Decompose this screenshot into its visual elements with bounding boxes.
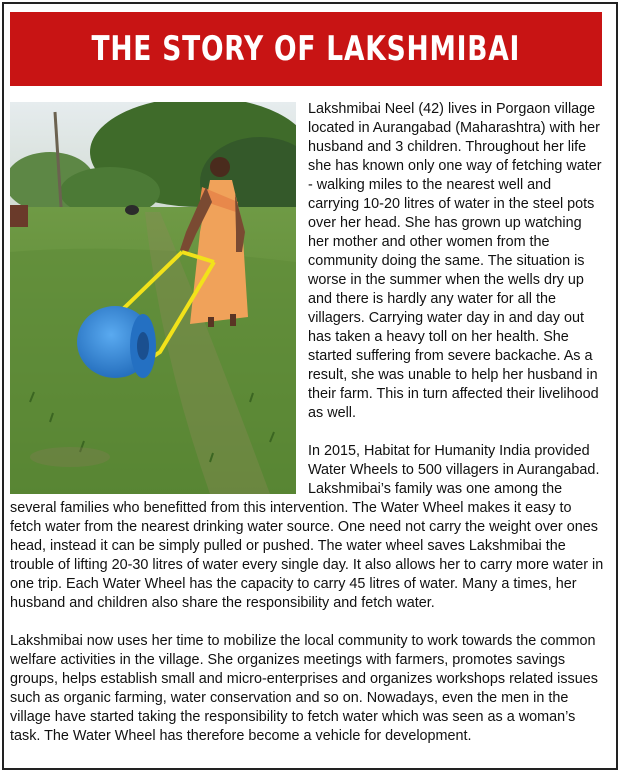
story-paragraph-2: In 2015, Habitat for Humanity India provided Water Wheels to 500 villagers in Aurangabad. Lakshmibai’s family was one among the several families who benefitted from this intervention. The Water Wheel makes it easy to fetch water from the nearest drinking water source. One need not carry the weight over ones head, instead it can be simply pulled or pushed. The water wheel saves Lakshmibai the trouble of lifting 20-30 litres of water every single day. It also allows her to carry more water in one trip. Each Water Wheel has the capacity to carry 45 litres of water. Many a times, her husband and children also share the responsibility and fetch water. (10, 443, 604, 611)
title-banner (10, 12, 602, 86)
page-title: THE STORY OF LAKSHMIBAI (91, 29, 521, 69)
story-paragraph-3: Lakshmibai now uses her time to mobilize the local community to work towards the common welfare activities in the village. She organizes meetings with farmers, promotes savings groups, helps establish small and micro-enterprises and organizes workshops related issues such as organic farming, water conservation and so on. Nowadays, even the men in the village have started taking the responsibility to fetch water which was seen as a woman’s task. The Water Wheel has therefore become a vehicle for development. (10, 633, 598, 744)
story-paragraph-1: Lakshmibai Neel (42) lives in Porgaon village located in Aurangabad (Maharashtra) with her husband and 3 children. Throughout her life she has known only one way of fetching water - walking miles to the nearest well and carrying 10-20 litres of water in the steel pots over her head. She has grown up watching her mother and other women from the community doing the same. The situation is worse in the summer when the wells dry up and there is hardly any water for all the villagers. Carrying water day in and day out has taken a heavy toll on her health. She started suffering from severe backache. As a result, she was unable to help her husband in their farm. This in turn affected their livelihood as well. (308, 101, 602, 421)
story-text (10, 100, 606, 765)
photo-wrap-spacer (10, 100, 308, 496)
